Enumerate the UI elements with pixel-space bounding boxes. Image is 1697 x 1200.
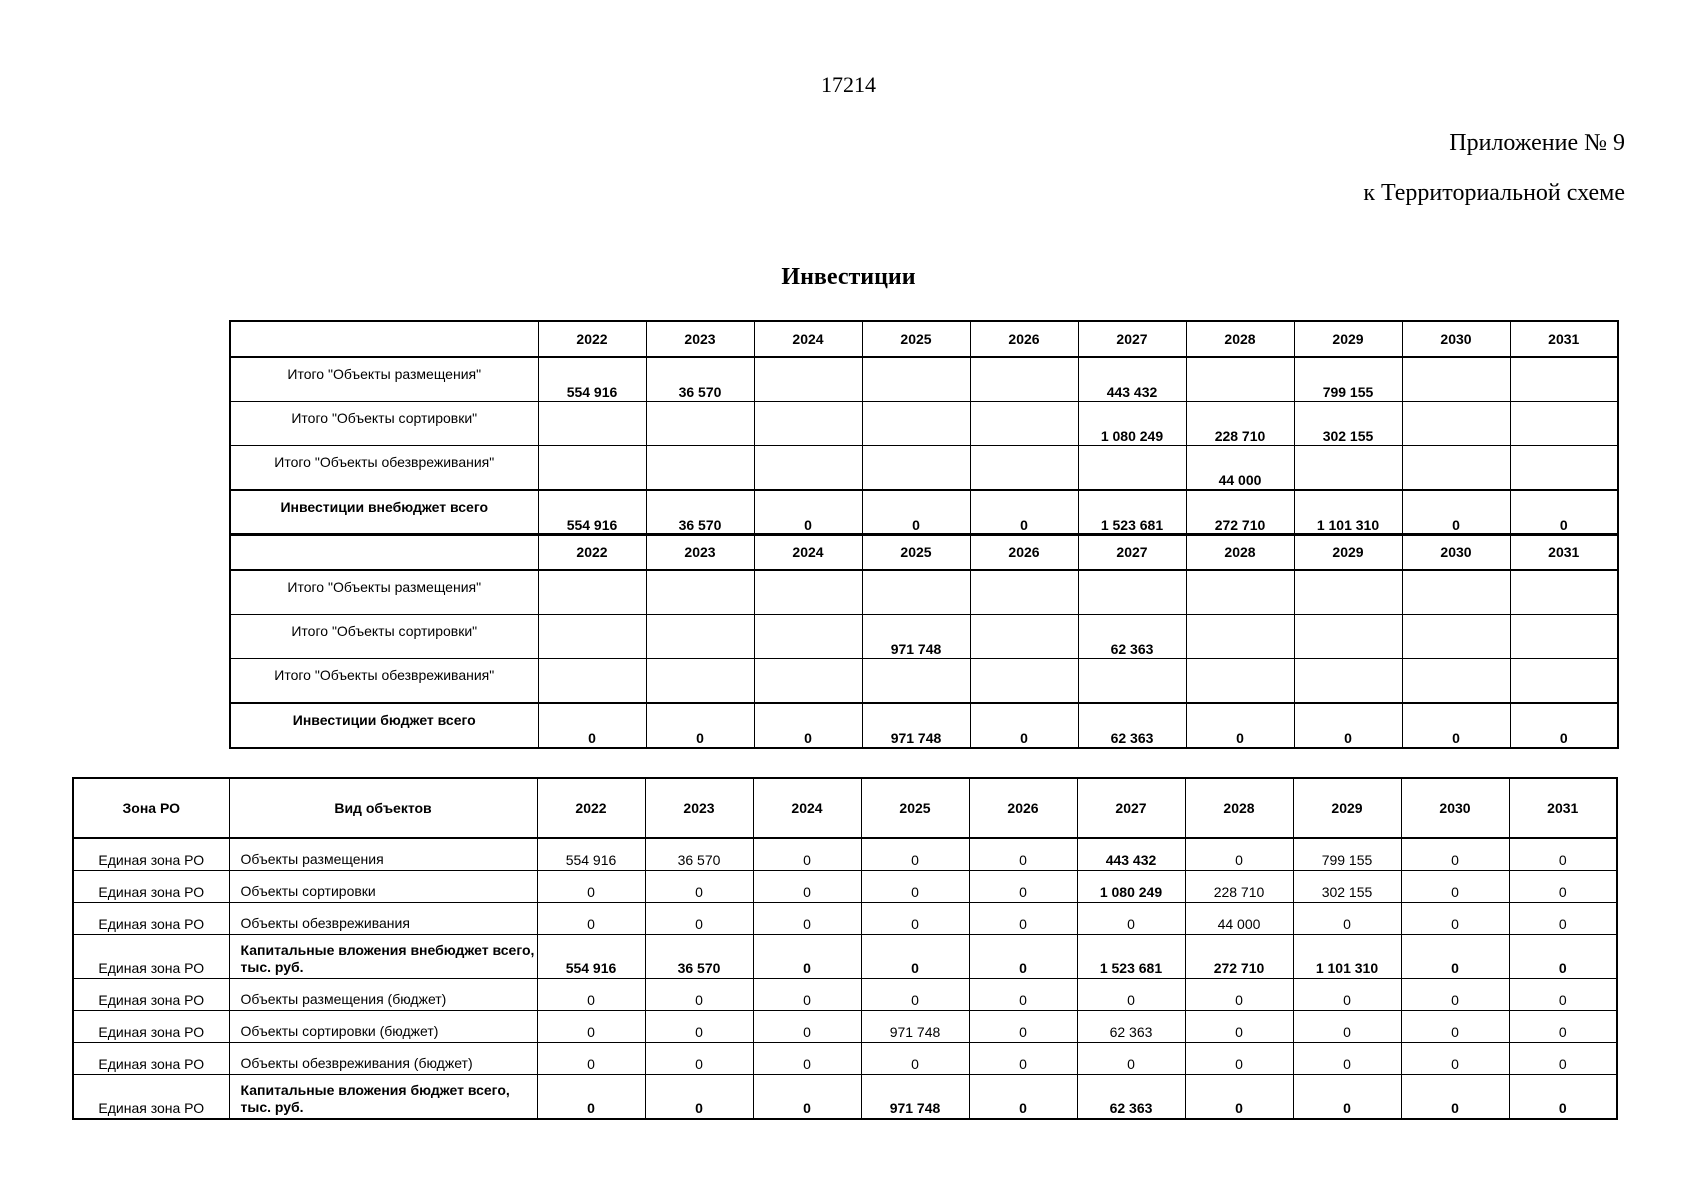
offbudget-value-cell — [646, 446, 754, 491]
object-type-cell: Объекты размещения (бюджет) — [229, 979, 537, 1011]
detail-year-header: 2023 — [645, 778, 753, 838]
detail-value-cell: 0 — [861, 838, 969, 871]
detail-year-header: 2025 — [861, 778, 969, 838]
budget-row — [230, 615, 1618, 659]
budget-value-cell — [862, 570, 970, 615]
detail-value-cell: 0 — [1401, 979, 1509, 1011]
offbudget-header-row — [230, 321, 1618, 357]
zone-cell: Единая зона РО — [73, 1043, 229, 1075]
budget-row-label: Итого "Объекты размещения" — [230, 570, 538, 615]
detail-value-cell: 0 — [1401, 1075, 1509, 1120]
detail-value-cell: 0 — [1509, 979, 1617, 1011]
budget-value-cell — [538, 659, 646, 704]
offbudget-row-label: Инвестиции внебюджет всего — [230, 490, 538, 535]
detail-value-cell: 0 — [861, 871, 969, 903]
detail-total-row — [73, 1075, 1617, 1120]
budget-value-cell — [754, 570, 862, 615]
budget-value-cell — [1294, 659, 1402, 704]
offbudget-year-header: 2023 — [646, 321, 754, 357]
detail-value-cell: 0 — [969, 935, 1077, 979]
detail-value-cell: 0 — [645, 903, 753, 935]
budget-value-cell — [646, 659, 754, 704]
detail-value-cell: 0 — [1293, 903, 1401, 935]
offbudget-value-cell — [1510, 402, 1618, 446]
budget-value-cell — [1402, 615, 1510, 659]
detail-row — [73, 1043, 1617, 1075]
detail-value-cell: 0 — [1185, 1011, 1293, 1043]
detail-value-cell: 0 — [1509, 935, 1617, 979]
budget-year-header: 2022 — [538, 534, 646, 570]
detail-value-cell: 0 — [1077, 979, 1185, 1011]
offbudget-row-label: Итого "Объекты сортировки" — [230, 402, 538, 446]
offbudget-value-cell — [1402, 446, 1510, 491]
detail-header-row — [73, 778, 1617, 838]
detail-value-cell: 0 — [861, 935, 969, 979]
offbudget-value-cell — [970, 446, 1078, 491]
document-title: Инвестиции — [781, 264, 916, 290]
detail-value-cell: 0 — [1509, 903, 1617, 935]
zone-cell: Единая зона РО — [73, 979, 229, 1011]
budget-value-cell — [970, 659, 1078, 704]
detail-value-cell: 554 916 — [537, 935, 645, 979]
detail-row — [73, 903, 1617, 935]
detail-value-cell: 0 — [753, 838, 861, 871]
detail-value-cell: 0 — [969, 871, 1077, 903]
offbudget-value-cell: 36 570 — [646, 357, 754, 402]
detail-value-cell: 0 — [969, 1043, 1077, 1075]
detail-value-cell: 0 — [1401, 935, 1509, 979]
offbudget-value-cell: 302 155 — [1294, 402, 1402, 446]
budget-value-cell — [1510, 615, 1618, 659]
detail-value-cell: 0 — [753, 979, 861, 1011]
detail-value-cell: 0 — [1293, 979, 1401, 1011]
object-type-cell: Объекты сортировки — [229, 871, 537, 903]
detail-value-cell: 0 — [753, 1075, 861, 1120]
detail-value-cell: 0 — [753, 935, 861, 979]
offbudget-investments-table — [229, 320, 1619, 536]
detail-row — [73, 979, 1617, 1011]
budget-value-cell — [1186, 615, 1294, 659]
budget-value-cell — [1294, 615, 1402, 659]
detail-value-cell: 1 101 310 — [1293, 935, 1401, 979]
offbudget-value-cell: 443 432 — [1078, 357, 1186, 402]
detail-year-header: 2026 — [969, 778, 1077, 838]
detail-value-cell: 302 155 — [1293, 871, 1401, 903]
budget-value-cell — [1510, 570, 1618, 615]
offbudget-year-header: 2024 — [754, 321, 862, 357]
budget-value-cell — [970, 570, 1078, 615]
detail-value-cell: 272 710 — [1185, 935, 1293, 979]
offbudget-year-header: 2029 — [1294, 321, 1402, 357]
offbudget-header-blank — [230, 321, 538, 357]
detail-value-cell: 0 — [645, 979, 753, 1011]
detail-value-cell: 0 — [1509, 838, 1617, 871]
zone-cell: Единая зона РО — [73, 838, 229, 871]
offbudget-value-cell: 0 — [1510, 490, 1618, 535]
detail-value-cell: 0 — [861, 979, 969, 1011]
detail-value-cell: 0 — [1185, 1075, 1293, 1120]
offbudget-year-header: 2027 — [1078, 321, 1186, 357]
detail-total-row — [73, 935, 1617, 979]
zone-cell: Единая зона РО — [73, 871, 229, 903]
offbudget-value-cell — [754, 402, 862, 446]
detail-value-cell: 971 748 — [861, 1075, 969, 1120]
offbudget-value-cell — [538, 402, 646, 446]
offbudget-value-cell — [1510, 357, 1618, 402]
detail-value-cell: 0 — [537, 1043, 645, 1075]
object-type-header: Вид объектов — [229, 778, 537, 838]
detail-year-header: 2022 — [537, 778, 645, 838]
budget-value-cell: 0 — [1186, 703, 1294, 748]
capital-investments-detail-table — [72, 777, 1618, 1120]
object-type-cell: Объекты обезвреживания (бюджет) — [229, 1043, 537, 1075]
offbudget-value-cell — [1294, 446, 1402, 491]
offbudget-value-cell: 1 523 681 — [1078, 490, 1186, 535]
offbudget-row — [230, 446, 1618, 491]
budget-header-blank — [230, 534, 538, 570]
detail-value-cell: 36 570 — [645, 838, 753, 871]
detail-value-cell: 0 — [537, 903, 645, 935]
detail-value-cell: 443 432 — [1077, 838, 1185, 871]
detail-value-cell: 0 — [1509, 1011, 1617, 1043]
offbudget-value-cell — [1402, 402, 1510, 446]
offbudget-value-cell — [754, 446, 862, 491]
detail-value-cell: 0 — [1401, 838, 1509, 871]
offbudget-value-cell — [862, 402, 970, 446]
offbudget-value-cell — [970, 402, 1078, 446]
budget-value-cell — [538, 615, 646, 659]
detail-value-cell: 0 — [969, 1011, 1077, 1043]
zone-header: Зона РО — [73, 778, 229, 838]
budget-value-cell: 0 — [970, 703, 1078, 748]
budget-header-row — [230, 534, 1618, 570]
offbudget-year-header: 2031 — [1510, 321, 1618, 357]
detail-value-cell: 0 — [1509, 1075, 1617, 1120]
detail-value-cell: 554 916 — [537, 838, 645, 871]
offbudget-value-cell: 0 — [970, 490, 1078, 535]
offbudget-year-header: 2026 — [970, 321, 1078, 357]
detail-year-header: 2027 — [1077, 778, 1185, 838]
budget-value-cell — [970, 615, 1078, 659]
budget-row-label: Итого "Объекты обезвреживания" — [230, 659, 538, 704]
budget-value-cell — [538, 570, 646, 615]
detail-value-cell: 0 — [753, 1011, 861, 1043]
budget-row-label: Итого "Объекты сортировки" — [230, 615, 538, 659]
detail-year-header: 2030 — [1401, 778, 1509, 838]
budget-value-cell: 971 748 — [862, 703, 970, 748]
object-type-cell: Объекты сортировки (бюджет) — [229, 1011, 537, 1043]
offbudget-year-header: 2022 — [538, 321, 646, 357]
offbudget-value-cell: 0 — [754, 490, 862, 535]
budget-value-cell: 0 — [754, 703, 862, 748]
budget-year-header: 2031 — [1510, 534, 1618, 570]
budget-year-header: 2024 — [754, 534, 862, 570]
budget-value-cell — [1402, 570, 1510, 615]
detail-value-cell: 0 — [1185, 838, 1293, 871]
detail-value-cell: 0 — [537, 1011, 645, 1043]
detail-value-cell: 0 — [1509, 1043, 1617, 1075]
budget-value-cell — [1402, 659, 1510, 704]
detail-value-cell: 1 080 249 — [1077, 871, 1185, 903]
detail-row — [73, 838, 1617, 871]
detail-value-cell: 0 — [645, 1043, 753, 1075]
object-type-cell: Капитальные вложения внебюджет всего, тыс. руб. — [229, 935, 537, 979]
detail-value-cell: 0 — [969, 1075, 1077, 1120]
detail-value-cell: 0 — [1077, 1043, 1185, 1075]
detail-value-cell: 0 — [861, 903, 969, 935]
budget-value-cell: 62 363 — [1078, 703, 1186, 748]
offbudget-year-header: 2028 — [1186, 321, 1294, 357]
budget-value-cell — [1510, 659, 1618, 704]
offbudget-total-row — [230, 490, 1618, 535]
offbudget-value-cell: 1 080 249 — [1078, 402, 1186, 446]
detail-value-cell: 0 — [969, 838, 1077, 871]
budget-value-cell: 0 — [1402, 703, 1510, 748]
detail-value-cell: 0 — [645, 871, 753, 903]
detail-value-cell: 62 363 — [1077, 1011, 1185, 1043]
detail-value-cell: 0 — [537, 979, 645, 1011]
budget-value-cell — [1078, 659, 1186, 704]
budget-row — [230, 570, 1618, 615]
detail-value-cell: 0 — [1401, 903, 1509, 935]
budget-value-cell — [1078, 570, 1186, 615]
detail-value-cell: 799 155 — [1293, 838, 1401, 871]
detail-value-cell: 1 523 681 — [1077, 935, 1185, 979]
offbudget-value-cell: 0 — [1402, 490, 1510, 535]
zone-cell: Единая зона РО — [73, 1075, 229, 1120]
budget-value-cell: 0 — [1510, 703, 1618, 748]
detail-value-cell: 0 — [1077, 903, 1185, 935]
detail-value-cell: 0 — [1401, 1043, 1509, 1075]
budget-value-cell — [646, 615, 754, 659]
offbudget-value-cell: 1 101 310 — [1294, 490, 1402, 535]
detail-value-cell: 0 — [1401, 1011, 1509, 1043]
offbudget-value-cell: 44 000 — [1186, 446, 1294, 491]
detail-value-cell: 0 — [1185, 1043, 1293, 1075]
offbudget-value-cell: 272 710 — [1186, 490, 1294, 535]
budget-value-cell: 0 — [646, 703, 754, 748]
detail-value-cell: 44 000 — [1185, 903, 1293, 935]
budget-value-cell: 971 748 — [862, 615, 970, 659]
budget-year-header: 2028 — [1186, 534, 1294, 570]
offbudget-year-header: 2030 — [1402, 321, 1510, 357]
detail-value-cell: 0 — [1401, 871, 1509, 903]
offbudget-value-cell — [862, 357, 970, 402]
detail-value-cell: 0 — [1185, 979, 1293, 1011]
budget-value-cell: 62 363 — [1078, 615, 1186, 659]
offbudget-row-label: Итого "Объекты размещения" — [230, 357, 538, 402]
object-type-cell: Капитальные вложения бюджет всего, тыс. руб. — [229, 1075, 537, 1120]
offbudget-value-cell: 554 916 — [538, 490, 646, 535]
appendix-number: Приложение № 9 — [1449, 130, 1625, 156]
budget-year-header: 2027 — [1078, 534, 1186, 570]
budget-value-cell — [1294, 570, 1402, 615]
zone-cell: Единая зона РО — [73, 1011, 229, 1043]
offbudget-row-label: Итого "Объекты обезвреживания" — [230, 446, 538, 491]
budget-year-header: 2029 — [1294, 534, 1402, 570]
detail-value-cell: 0 — [753, 903, 861, 935]
budget-investments-table — [229, 533, 1619, 749]
detail-value-cell: 0 — [645, 1075, 753, 1120]
offbudget-value-cell: 0 — [862, 490, 970, 535]
object-type-cell: Объекты обезвреживания — [229, 903, 537, 935]
detail-value-cell: 0 — [969, 903, 1077, 935]
detail-value-cell: 228 710 — [1185, 871, 1293, 903]
offbudget-value-cell — [646, 402, 754, 446]
budget-value-cell — [1186, 659, 1294, 704]
appendix-reference: к Территориальной схеме — [1363, 180, 1625, 206]
detail-value-cell: 36 570 — [645, 935, 753, 979]
budget-value-cell — [754, 659, 862, 704]
offbudget-year-header: 2025 — [862, 321, 970, 357]
page-number: 17214 — [821, 72, 876, 97]
offbudget-value-cell: 554 916 — [538, 357, 646, 402]
offbudget-value-cell — [538, 446, 646, 491]
object-type-cell: Объекты размещения — [229, 838, 537, 871]
budget-total-row — [230, 703, 1618, 748]
offbudget-value-cell — [862, 446, 970, 491]
detail-value-cell: 62 363 — [1077, 1075, 1185, 1120]
detail-value-cell: 971 748 — [861, 1011, 969, 1043]
detail-year-header: 2024 — [753, 778, 861, 838]
budget-value-cell — [754, 615, 862, 659]
detail-value-cell: 0 — [1293, 1043, 1401, 1075]
detail-row — [73, 1011, 1617, 1043]
budget-value-cell: 0 — [1294, 703, 1402, 748]
detail-value-cell: 0 — [645, 1011, 753, 1043]
detail-value-cell: 0 — [969, 979, 1077, 1011]
detail-value-cell: 0 — [861, 1043, 969, 1075]
offbudget-value-cell — [754, 357, 862, 402]
detail-year-header: 2028 — [1185, 778, 1293, 838]
offbudget-row — [230, 402, 1618, 446]
budget-row-label: Инвестиции бюджет всего — [230, 703, 538, 748]
offbudget-value-cell: 799 155 — [1294, 357, 1402, 402]
detail-year-header: 2031 — [1509, 778, 1617, 838]
zone-cell: Единая зона РО — [73, 903, 229, 935]
offbudget-value-cell — [1510, 446, 1618, 491]
budget-value-cell — [1186, 570, 1294, 615]
zone-cell: Единая зона РО — [73, 935, 229, 979]
detail-value-cell: 0 — [1293, 1075, 1401, 1120]
offbudget-value-cell — [1402, 357, 1510, 402]
budget-value-cell — [862, 659, 970, 704]
offbudget-value-cell: 36 570 — [646, 490, 754, 535]
budget-value-cell — [646, 570, 754, 615]
offbudget-value-cell — [970, 357, 1078, 402]
offbudget-row — [230, 357, 1618, 402]
offbudget-value-cell: 228 710 — [1186, 402, 1294, 446]
offbudget-value-cell — [1186, 357, 1294, 402]
detail-row — [73, 871, 1617, 903]
detail-value-cell: 0 — [537, 871, 645, 903]
budget-row — [230, 659, 1618, 704]
detail-value-cell: 0 — [1509, 871, 1617, 903]
detail-value-cell: 0 — [537, 1075, 645, 1120]
budget-year-header: 2025 — [862, 534, 970, 570]
budget-value-cell: 0 — [538, 703, 646, 748]
budget-year-header: 2023 — [646, 534, 754, 570]
detail-value-cell: 0 — [753, 1043, 861, 1075]
offbudget-value-cell — [1078, 446, 1186, 491]
detail-value-cell: 0 — [1293, 1011, 1401, 1043]
budget-year-header: 2030 — [1402, 534, 1510, 570]
detail-value-cell: 0 — [753, 871, 861, 903]
detail-year-header: 2029 — [1293, 778, 1401, 838]
budget-year-header: 2026 — [970, 534, 1078, 570]
